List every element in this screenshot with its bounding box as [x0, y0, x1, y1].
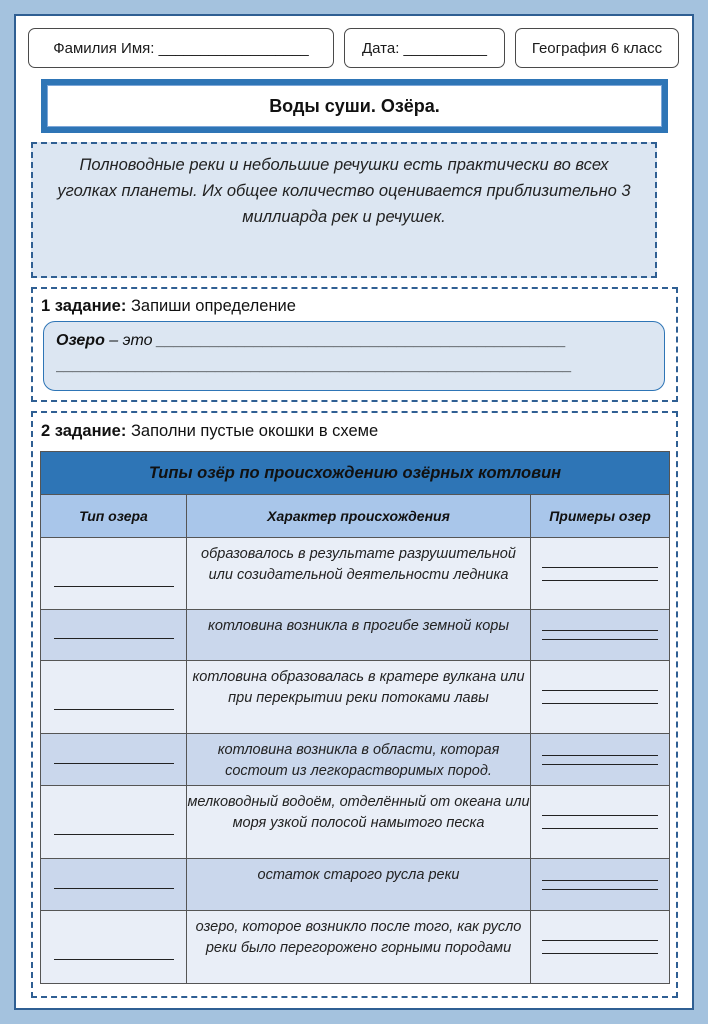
origin-cell: мелководный водоём, отделённый от океана или моря узкой полосой намытого песка: [187, 786, 531, 859]
origin-cell: котловина возникла в области, которая состоит из легкорастворимых пород.: [187, 734, 531, 786]
column-header-examples: Примеры озер: [531, 495, 670, 538]
task2-number: 2 задание:: [41, 422, 127, 440]
examples-blank[interactable]: [531, 734, 670, 786]
definition-dash: – это: [104, 332, 157, 349]
lake-type-blank[interactable]: [41, 786, 187, 859]
title-banner: [41, 79, 668, 133]
date-field-box[interactable]: [344, 28, 505, 68]
intro-text: Полноводные реки и небольшие речушки есть практически во всех уголках планеты. Их общее количество оценивается приблизительно 3 миллиарда рек и речушек.: [31, 142, 657, 278]
date-field-label: Дата: __________: [362, 39, 487, 57]
examples-blank[interactable]: [531, 538, 670, 610]
definition-term: Озеро: [56, 332, 105, 349]
examples-blank[interactable]: [531, 786, 670, 859]
task2-section: [31, 411, 678, 998]
origin-cell: образовалось в результате разрушительной или созидательной деятельности ледника: [187, 538, 531, 610]
origin-cell: котловина образовалась в кратере вулкана или при перекрытии реки потоками лавы: [187, 661, 531, 734]
origin-cell: котловина возникла в прогибе земной коры: [187, 610, 531, 661]
definition-box[interactable]: [43, 321, 665, 391]
task1-heading: [41, 297, 296, 316]
table-caption: Типы озёр по происхождению озёрных котловин: [41, 452, 670, 495]
lake-type-blank[interactable]: [41, 538, 187, 610]
lake-type-blank[interactable]: [41, 859, 187, 911]
table-row: [41, 734, 670, 786]
class-label: География 6 класс: [531, 39, 663, 57]
origin-cell: остаток старого русла реки: [187, 859, 531, 911]
task1-section: [31, 287, 678, 402]
table-row: [41, 859, 670, 911]
lake-type-blank[interactable]: [41, 911, 187, 984]
table-row: [41, 610, 670, 661]
lake-type-blank[interactable]: [41, 610, 187, 661]
class-box: [515, 28, 679, 68]
table-row: [41, 661, 670, 734]
page-title: Воды суши. Озёра.: [47, 85, 662, 127]
task1-instruction: Запиши определение: [130, 297, 296, 315]
lake-type-blank[interactable]: [41, 661, 187, 734]
task1-number: 1 задание:: [41, 297, 127, 315]
origin-cell: озеро, которое возникло после того, как русло реки было перегорожено горными породами: [187, 911, 531, 984]
table-row: [41, 786, 670, 859]
column-header-origin: Характер происхождения: [187, 495, 531, 538]
table-row: [41, 911, 670, 984]
lake-type-blank[interactable]: [41, 734, 187, 786]
examples-blank[interactable]: [531, 911, 670, 984]
task2-heading: [41, 422, 378, 441]
examples-blank[interactable]: [531, 661, 670, 734]
definition-line-1[interactable]: [56, 330, 652, 352]
name-field-label: Фамилия Имя: __________________: [53, 39, 309, 57]
examples-blank[interactable]: [531, 859, 670, 911]
definition-blank-1[interactable]: ______________________________________________: [157, 332, 567, 349]
name-field-box[interactable]: [28, 28, 334, 68]
task2-instruction: Заполни пустые окошки в схеме: [130, 422, 379, 440]
lake-types-table: [40, 451, 670, 984]
definition-line-2[interactable]: __________________________________________________________: [56, 357, 573, 374]
column-header-type: Тип озера: [41, 495, 187, 538]
examples-blank[interactable]: [531, 610, 670, 661]
table-row: [41, 538, 670, 610]
